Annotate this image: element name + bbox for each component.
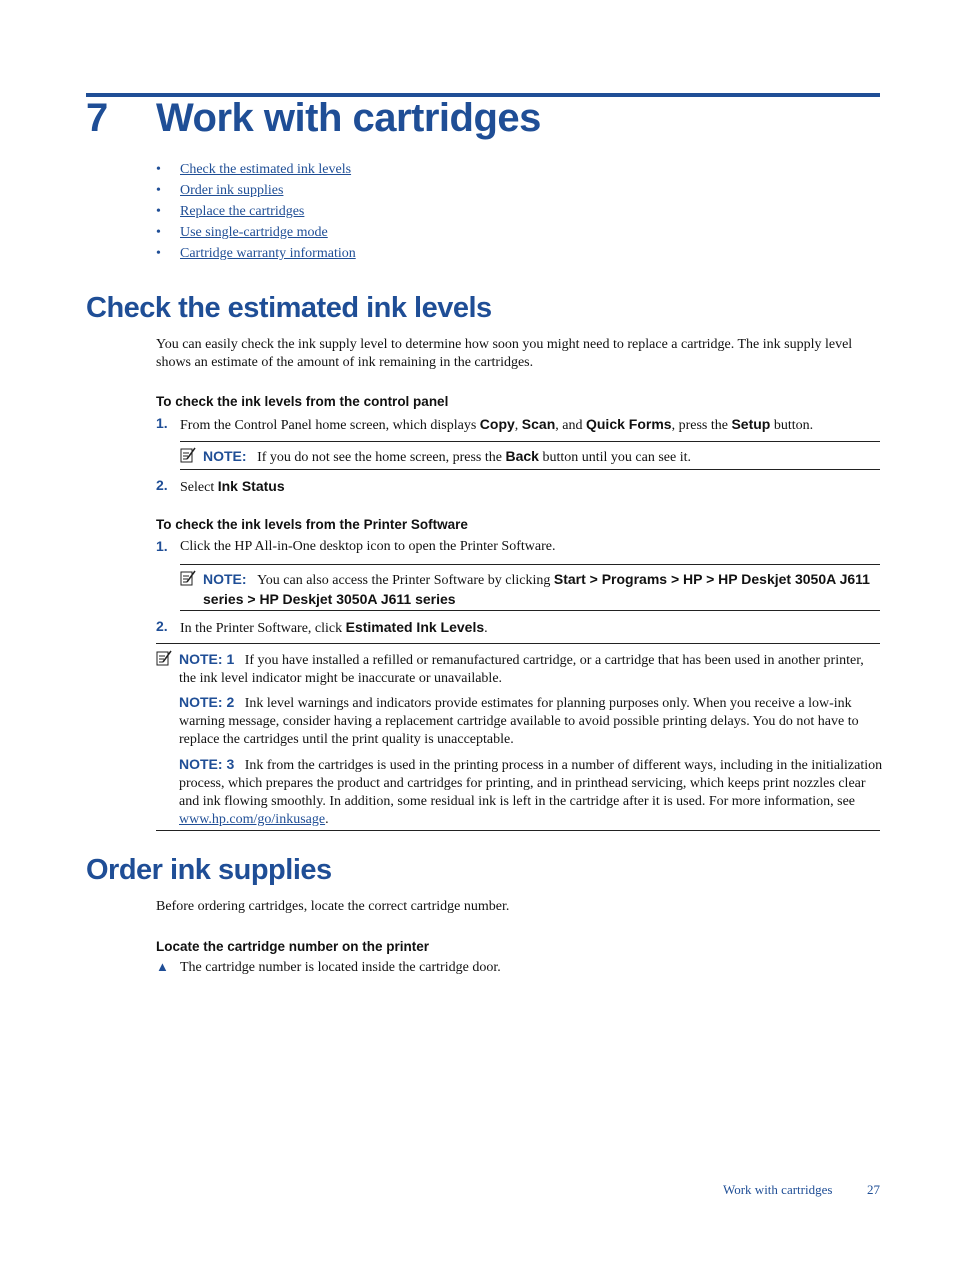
note-line [203, 590, 883, 610]
toc-bullet: • [156, 225, 161, 240]
text-run: , and [555, 418, 586, 433]
section-intro: Before ordering cartridges, locate the correct cartridge number. [156, 899, 510, 914]
procedure-title: Locate the cartridge number on the printer [156, 939, 430, 954]
section-intro [156, 336, 882, 372]
chapter-toc [156, 160, 356, 265]
text-run: In the Printer Software, click [180, 621, 346, 636]
ui-term: Setup [731, 416, 771, 432]
note-label: NOTE: 1 [179, 651, 235, 667]
note [203, 447, 883, 467]
note-2 [179, 693, 889, 749]
intro-line: shows an estimate of the amount of ink remaining in the cartridges. [156, 355, 534, 370]
toc-bullet: • [156, 204, 161, 219]
note-line: replace the cartridges until the print quality is unacceptable. [179, 732, 514, 747]
text-run: . [484, 621, 488, 636]
toc-bullet: • [156, 183, 161, 198]
note-icon [180, 570, 196, 586]
ui-term: Ink Status [217, 478, 285, 494]
toc-bullet: • [156, 246, 161, 261]
text-run: From the Control Panel home screen, which displays [180, 418, 480, 433]
inkusage-link[interactable]: www.hp.com/go/inkusage [179, 812, 326, 827]
ui-term: Estimated Ink Levels [345, 619, 485, 635]
note-3 [179, 755, 889, 829]
note-label: NOTE: 2 [179, 694, 235, 710]
ui-term: Quick Forms [585, 416, 672, 432]
note-icon [180, 447, 196, 463]
ui-term: Scan [521, 416, 556, 432]
note-line: warning message, consider having a replacement cartridge available to avoid possible printing delays. You do not have to [179, 714, 859, 729]
chapter-number: 7 [86, 96, 108, 140]
text-run: button. [770, 418, 814, 433]
step-number: 2. [156, 477, 168, 493]
triangle-marker-icon: ▲ [156, 959, 169, 974]
text-run: Ink level warnings and indicators provide estimates for planning purposes only. When you receive a low-ink [244, 696, 852, 711]
toc-link-single-cartridge[interactable]: Use single-cartridge mode [180, 225, 328, 240]
toc-item[interactable] [156, 244, 356, 265]
note [203, 570, 883, 610]
ui-term: Copy [479, 416, 515, 432]
note-label: NOTE: 3 [179, 756, 235, 772]
text-run: . [325, 812, 329, 827]
note-rule-top [180, 564, 880, 565]
text-run: If you do not see the home screen, press the [257, 450, 506, 465]
ui-path: series > HP Deskjet 3050A J611 series [203, 591, 456, 607]
note-rule-top [180, 441, 880, 442]
toc-item[interactable] [156, 202, 356, 223]
step-number: 2. [156, 618, 168, 634]
step-text: The cartridge number is located inside the cartridge door. [180, 960, 501, 975]
step-text [180, 477, 880, 497]
page-number: 27 [867, 1182, 880, 1197]
note-label: NOTE: [203, 448, 247, 464]
note-1 [179, 650, 889, 688]
note-label: NOTE: [203, 571, 247, 587]
step-text [180, 415, 880, 435]
chapter-title: Work with cartridges [156, 96, 541, 140]
text-run: button until you can see it. [538, 450, 691, 465]
text-run: Select [180, 480, 218, 495]
notes-rule-top [156, 643, 880, 644]
note-line: process, which prepares the product and cartridges for printing, and in printhead servicing, which keeps print nozzles clear [179, 776, 866, 791]
note-line [179, 650, 889, 670]
toc-link-order-supplies[interactable]: Order ink supplies [180, 183, 284, 198]
text-run: Ink from the cartridges is used in the printing process in a number of different ways, including in the initialization [244, 758, 883, 773]
note-line: and ink flowing smoothly. In addition, some residual ink is left in the cartridge after it is used. For more information, see [179, 794, 856, 809]
note-line: the ink level indicator might be inaccurate or unavailable. [179, 671, 503, 686]
note-line [179, 693, 889, 713]
ui-term: Back [505, 448, 539, 464]
step-text: Click the HP All-in-One desktop icon to open the Printer Software. [180, 539, 556, 554]
toc-link-replace-cartridges[interactable]: Replace the cartridges [180, 204, 305, 219]
note-rule-bottom [180, 610, 880, 611]
text-run: You can also access the Printer Software by clicking [257, 573, 554, 588]
text-run: , [514, 418, 522, 433]
intro-line: You can easily check the ink supply level to determine how soon you might need to replace a cartridge. The ink supply level [156, 337, 853, 352]
toc-link-warranty[interactable]: Cartridge warranty information [180, 246, 356, 261]
text-run: , press the [671, 418, 732, 433]
toc-item[interactable] [156, 181, 356, 202]
text-run: If you have installed a refilled or remanufactured cartridge, or a cartridge that has been used in another printer, [244, 653, 864, 668]
step-number: 1. [156, 415, 168, 431]
note-line [179, 811, 889, 829]
note-line [179, 755, 889, 775]
step-number: 1. [156, 538, 168, 554]
procedure-title: To check the ink levels from the control panel [156, 394, 449, 409]
section-heading-order-supplies: Order ink supplies [86, 854, 332, 886]
toc-item[interactable] [156, 223, 356, 244]
toc-link-check-ink[interactable]: Check the estimated ink levels [180, 162, 352, 177]
section-heading-check-ink: Check the estimated ink levels [86, 292, 492, 324]
note-icon [156, 650, 172, 666]
note-rule-bottom [180, 469, 880, 470]
step-text [180, 618, 880, 638]
footer-section-title: Work with cartridges [723, 1182, 833, 1197]
note-line [203, 570, 883, 590]
notes-rule-bottom [156, 830, 880, 831]
procedure-title: To check the ink levels from the Printer Software [156, 517, 468, 532]
ui-path: Start > Programs > HP > HP Deskjet 3050A J611 [553, 571, 870, 587]
toc-bullet: • [156, 162, 161, 177]
toc-item[interactable] [156, 160, 356, 181]
